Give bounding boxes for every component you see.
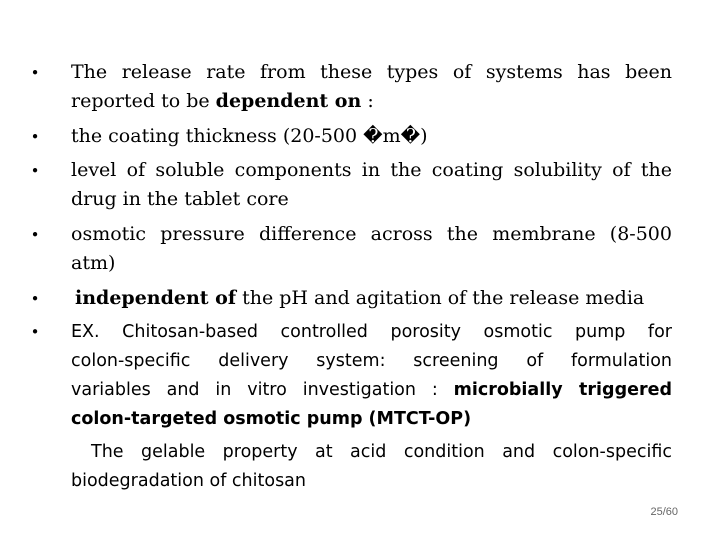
bullet-icon: • <box>30 162 40 180</box>
bullet-text-line: colon-specific delivery system: screening of formulation <box>71 351 672 371</box>
bullet-text: variables and in vitro investigation : <box>71 380 454 400</box>
bullet-item-soluble-components <box>28 156 672 214</box>
bullet-text-line: atm) <box>71 252 116 274</box>
bullet-item-coating-thickness <box>28 122 672 151</box>
bullet-icon: • <box>30 64 40 82</box>
bullet-item-example <box>28 318 672 498</box>
bullet-text-line: osmotic pressure difference across the membrane (8-500 <box>71 223 672 245</box>
bullet-bold-text: dependent on <box>215 90 362 112</box>
bullet-item-release-rate <box>28 58 672 116</box>
bullet-bold-text: microbially triggered <box>453 380 672 400</box>
bullet-text: : <box>361 90 374 112</box>
bullet-icon: • <box>30 290 40 308</box>
bullet-icon: • <box>30 323 40 341</box>
bullet-bold-text: colon-targeted osmotic pump (MTCT-OP) <box>71 409 472 429</box>
bullet-text: the pH and agitation of the release media <box>236 287 645 309</box>
bullet-item-independent <box>28 284 672 313</box>
bullet-text-line: biodegradation of chitosan <box>71 471 307 491</box>
bullet-bold-text: independent of <box>75 287 237 309</box>
bullet-text: reported to be <box>71 90 216 112</box>
bullet-text-line: drug in the tablet core <box>71 188 289 210</box>
bullet-item-osmotic-pressure <box>28 220 672 278</box>
bullet-text-line: EX. Chitosan-based controlled porosity osmotic pump for <box>71 322 672 342</box>
bullet-text-line: The release rate from these types of systems has been <box>71 61 672 83</box>
bullet-text-line: the coating thickness (20-500 �m�) <box>71 125 428 147</box>
page-number: 25/60 <box>650 506 678 518</box>
bullet-icon: • <box>30 226 40 244</box>
bullet-text-line: level of soluble components in the coating solubility of the <box>71 159 672 181</box>
bullet-text-line: The gelable property at acid condition and colon-specific <box>91 442 672 462</box>
bullet-icon: • <box>30 128 40 146</box>
